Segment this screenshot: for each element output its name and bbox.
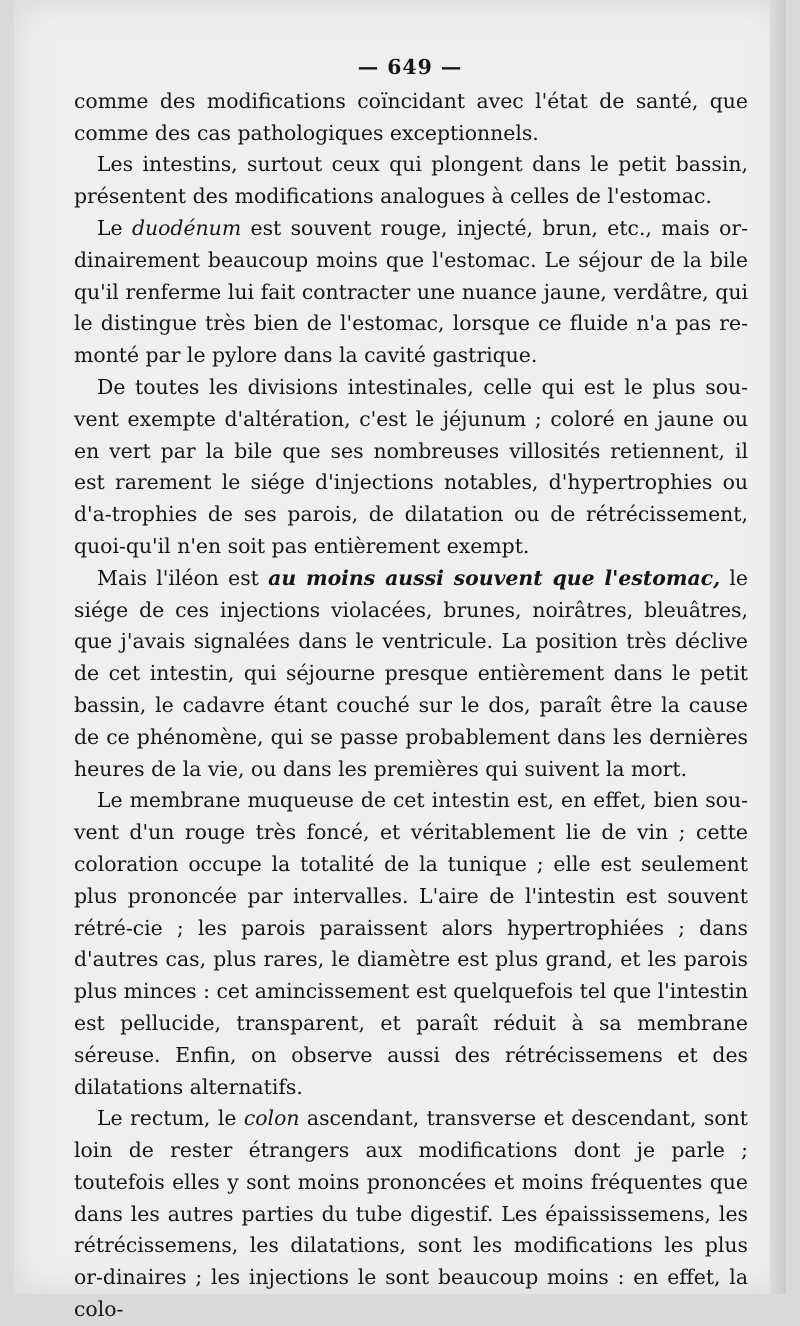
text-run: comme des modifications coïncidant avec l'état de santé, que comme des cas pathologiques exceptionnels.	[74, 88, 748, 145]
paragraph	[74, 149, 748, 213]
paragraph	[74, 372, 748, 563]
paragraphs	[74, 86, 748, 1326]
text-run: Les intestins, surtout ceux qui plongent dans le petit bassin, présentent des modifications analogues à celles de l'estomac.	[74, 152, 748, 209]
emphasis-text: colon	[243, 1106, 300, 1131]
paragraph	[74, 785, 748, 1103]
text-run: Le rectum, le	[97, 1106, 244, 1131]
emphasis-text: au moins aussi souvent que l'estomac,	[268, 565, 721, 590]
book-page	[14, 0, 786, 1322]
emphasis-text: duodénum	[131, 215, 242, 240]
text-run: est souvent rouge, injecté, brun, etc., mais or-dinairement beaucoup moins que l'estomac. Le séjour de la bile qu'il renferme lui fait contracter une nuance jaune, verdâtre, qui le distingue très bien de l'estomac, lorsque ce fluide n'a pas re-monté par le pylore dans la cavité gastrique.	[74, 215, 748, 368]
page-edge-shadow	[770, 0, 786, 1294]
paragraph	[74, 213, 748, 372]
text-run: ascendant, transverse et descendant, sont loin de rester étrangers aux modifications dont je parle ; toutefois elles y sont moins prononcées et moins fréquentes que dans les autres parties du tube digestif. Les épaississemens, les rétrécissemens, les dilatations, sont les modifications les plus or-dinaires ; les injections le sont beaucoup moins : en effet, la colo-	[74, 1106, 748, 1322]
paragraph	[74, 1103, 748, 1326]
text-run: Le	[97, 215, 132, 240]
paragraph	[74, 563, 748, 786]
text-run: le siége de ces injections violacées, brunes, noirâtres, bleuâtres, que j'avais signalées dans le ventricule. La position très déclive de cet intestin, qui séjourne presque entièrement dans le petit bassin, le cadavre étant couché sur le dos, paraît être la cause de ce phénomène, qui se passe probablement dans les dernières heures de la vie, ou dans les premières qui suivent la mort.	[74, 565, 748, 781]
text-run: Mais l'iléon est	[97, 565, 269, 590]
page-number: — 649 —	[357, 55, 463, 79]
text-run: Le membrane muqueuse de cet intestin est, en effet, bien sou-vent d'un rouge très foncé, et véritablement lie de vin ; cette coloration occupe la totalité de la tunique ; elle est seulement plus prononcée par intervalles. L'aire de l'intestin est souvent rétré-cie ; les parois paraissent alors hypertrophiées ; dans d'autres cas, plus rares, le diamètre est plus grand, et les parois plus minces : cet amincissement est quelquefois tel que l'intestin est pellucide, transparent, et paraît réduit à sa membrane séreuse. Enfin, on observe aussi des rétrécissemens et des dilatations alternatifs.	[74, 788, 748, 1099]
page-text	[74, 52, 748, 1326]
text-run: De toutes les divisions intestinales, celle qui est le plus sou-vent exempte d'altération, c'est le jéjunum ; coloré en jaune ou en vert par la bile que ses nombreuses villosités retiennent, il est rarement le siége d'injections notables, d'hypertrophies ou d'a-trophies de ses parois, de dilatation ou de rétrécissement, quoi-qu'il n'en soit pas entièrement exempt.	[74, 374, 748, 558]
paragraph	[74, 86, 748, 150]
